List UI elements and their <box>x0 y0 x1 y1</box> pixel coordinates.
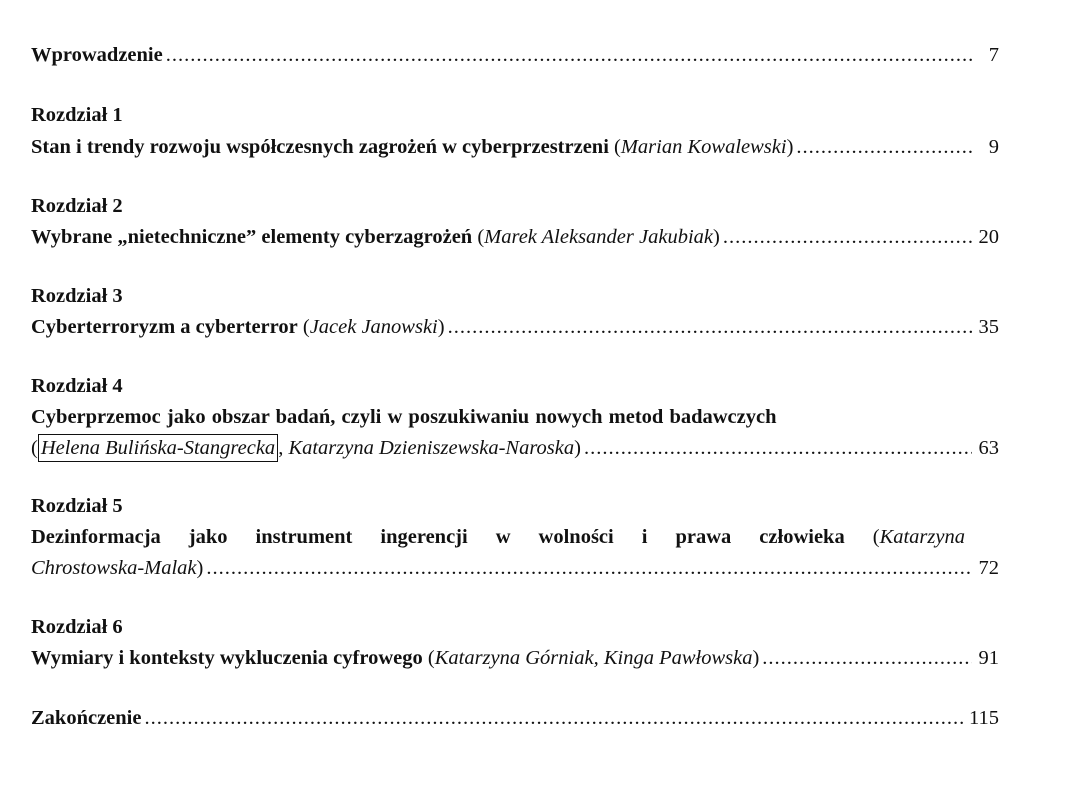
dot-leader <box>723 224 972 250</box>
chapter-heading-3: Rozdział 3 <box>31 285 123 307</box>
toc-entry-chapter-2: Wybrane „nietechniczne” elementy cyberzagrożeń ( Marek Aleksander Jakubiak ) ..... 20 <box>31 224 999 250</box>
toc-entry-title: Cyberterroryzm a cyberterror <box>31 316 298 338</box>
page-number: 91 <box>978 647 999 669</box>
toc-entry-title-chapter-5: Dezinformacja jako instrument ingerencji w wolności i prawa człowieka (Katarzyna <box>31 526 965 548</box>
toc-entry-chapter-4: ( Helena Bulińska-Stangrecka , Katarzyna Dzieniszewska-Naroska ) ..... 63 <box>31 434 999 462</box>
toc-entry-title: Wybrane „nietechniczne” elementy cyberzagrożeń <box>31 226 473 248</box>
toc-entry-author-highlighted: Helena Bulińska-Stangrecka <box>38 434 278 462</box>
page-number: 35 <box>978 316 999 338</box>
dot-leader <box>762 645 972 671</box>
toc-entry-chapter-1: Stan i trendy rozwoju współczesnych zagrożeń w cyberprzestrzeni ( Marian Kowalewski ) ..... 9 <box>31 134 999 160</box>
toc-entry-author: Marian Kowalewski <box>620 136 787 158</box>
dot-leader <box>206 555 972 581</box>
toc-entry-author: Katarzyna <box>879 526 965 548</box>
toc-entry-title: Zakończenie <box>31 707 142 729</box>
chapter-heading-6: Rozdział 6 <box>31 616 123 638</box>
toc-entry-conclusion <box>31 705 999 731</box>
toc-entry-title-chapter-4: Cyberprzemoc jako obszar badań, czyli w poszukiwaniu nowych metod badawczych <box>31 406 777 428</box>
dot-leader <box>166 42 972 68</box>
toc-entry-author: Chrostowska-Malak <box>31 557 197 579</box>
toc-entry-author: Marek Aleksander Jakubiak <box>484 226 713 248</box>
toc-entry-author: Jacek Janowski <box>309 316 438 338</box>
dot-leader <box>448 314 972 340</box>
toc-entry-title: Wprowadzenie <box>31 44 163 66</box>
page-number: 7 <box>988 44 999 66</box>
page-number: 72 <box>978 557 999 579</box>
dot-leader <box>144 705 966 731</box>
dot-leader <box>796 134 972 160</box>
page-number: 63 <box>978 437 999 459</box>
page-number: 115 <box>969 707 999 729</box>
chapter-heading-4: Rozdział 4 <box>31 375 123 397</box>
toc-entry-chapter-5: Chrostowska-Malak ) ..... 72 <box>31 555 999 581</box>
chapter-heading-1: Rozdział 1 <box>31 104 123 126</box>
toc-entry-author: Katarzyna Górniak, Kinga Pawłowska <box>434 647 753 669</box>
toc-entry-title: Wymiary i konteksty wykluczenia cyfrowego <box>31 647 423 669</box>
page-number: 20 <box>978 226 999 248</box>
toc-entry-chapter-3: Cyberterroryzm a cyberterror ( Jacek Janowski ) ..... 35 <box>31 314 999 340</box>
toc-entry-title: Dezinformacja jako instrument ingerencji w wolności i prawa człowieka <box>31 526 845 548</box>
toc-entry-title: Stan i trendy rozwoju współczesnych zagrożeń w cyberprzestrzeni <box>31 136 609 158</box>
chapter-heading-5: Rozdział 5 <box>31 495 123 517</box>
dot-leader <box>584 435 972 461</box>
toc-entry-author: Katarzyna Dzieniszewska-Naroska <box>288 437 575 459</box>
page-number: 9 <box>988 136 999 158</box>
toc-entry-chapter-6: Wymiary i konteksty wykluczenia cyfrowego ( Katarzyna Górniak, Kinga Pawłowska ) ..... 91 <box>31 645 999 671</box>
toc-entry-intro <box>31 42 999 68</box>
chapter-heading-2: Rozdział 2 <box>31 195 123 217</box>
